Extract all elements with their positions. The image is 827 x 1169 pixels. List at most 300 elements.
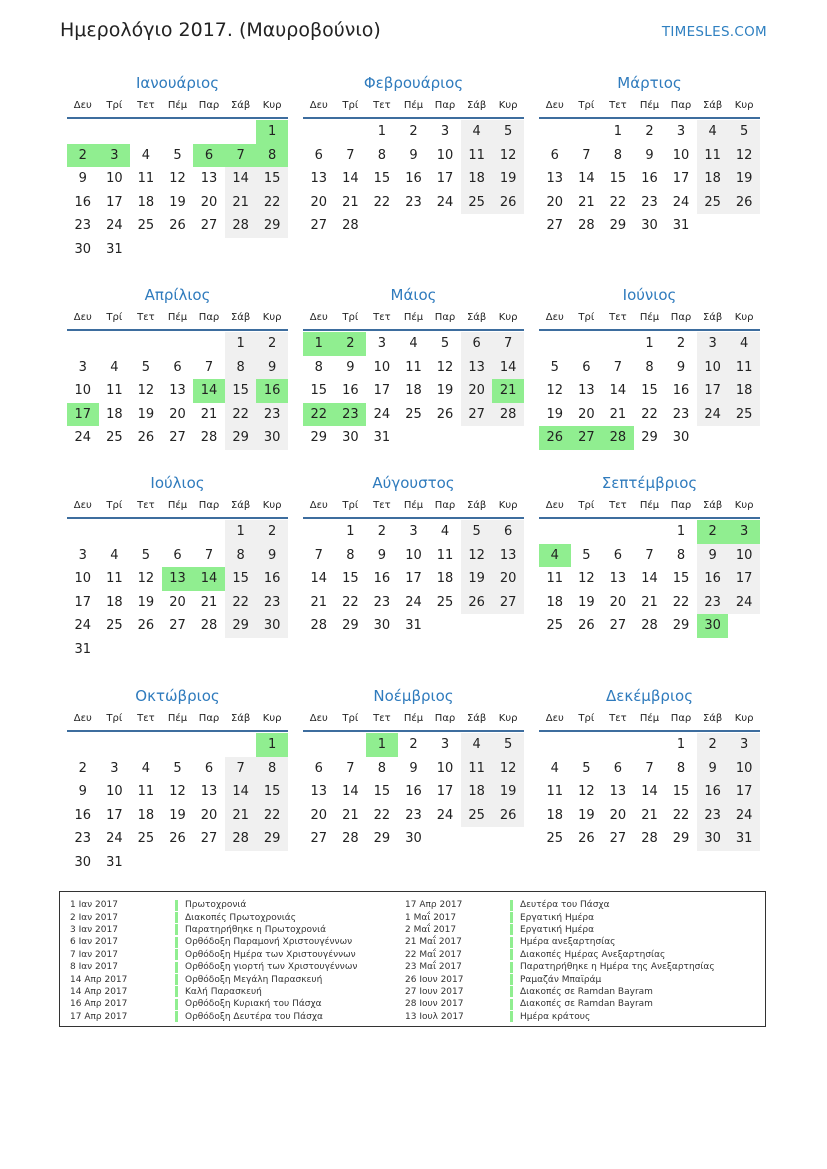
day-cell: 3 [728, 520, 760, 544]
weekday-label: Παρ [670, 312, 692, 323]
day-cell: 10 [373, 359, 391, 375]
day-cell: 25 [546, 618, 564, 634]
day-cell: 29 [225, 614, 257, 638]
legend-item [70, 998, 357, 1010]
day-cell: 12 [461, 544, 493, 568]
day-cell: 17 [67, 403, 99, 427]
day-cell: 10 [106, 171, 123, 187]
day-cell: 24 [728, 804, 760, 828]
weekday-label: Σάβ [466, 312, 487, 323]
day-cell: 4 [409, 336, 418, 351]
day-cell: 24 [74, 618, 92, 634]
day-cell: 1 [346, 524, 355, 539]
holiday-date: 21 Μαΐ 2017 [405, 937, 462, 948]
day-cell: 24 [728, 591, 760, 615]
day-cell: 4 [461, 120, 493, 144]
month-block [539, 685, 760, 874]
weekday-label: Δευ [73, 100, 92, 111]
weekday-label: Κυρ [262, 713, 282, 724]
day-cell: 3 [377, 336, 387, 351]
day-cell: 17 [436, 171, 454, 187]
legend-item [70, 911, 357, 923]
legend-color-bar [510, 937, 513, 948]
day-cell: 25 [728, 403, 760, 427]
day-cell: 3 [676, 124, 686, 139]
day-cell: 23 [335, 403, 367, 427]
day-cell: 20 [546, 194, 564, 210]
weekday-label: Δευ [309, 100, 328, 111]
day-cell: 21 [200, 406, 218, 422]
month-block [67, 284, 288, 473]
day-cell: 18 [106, 594, 123, 610]
weekday-label: Κυρ [498, 312, 518, 323]
day-cell: 14 [342, 784, 359, 800]
weekday-label: Σάβ [702, 312, 723, 323]
weekday-label: Τετ [609, 312, 627, 323]
day-cell: 21 [609, 406, 627, 422]
legend-color-bar [175, 1011, 178, 1022]
weekday-label: Παρ [198, 100, 220, 111]
legend-color-bar [510, 912, 513, 923]
day-cell: 22 [672, 594, 690, 610]
month-name: Ιούλιος [150, 474, 205, 492]
day-cell: 10 [672, 147, 690, 163]
day-cell: 10 [74, 571, 92, 587]
day-cell: 22 [641, 406, 658, 422]
day-cell: 27 [609, 618, 627, 634]
day-cell: 16 [74, 194, 92, 210]
day-cell: 11 [461, 144, 493, 168]
weekday-label: Πέμ [403, 312, 424, 323]
day-cell: 1 [225, 332, 257, 356]
day-cell: 4 [550, 760, 559, 776]
day-cell: 24 [106, 831, 123, 847]
day-cell: 20 [200, 194, 218, 210]
day-cell: 23 [641, 194, 658, 210]
weekday-label: Τρί [342, 312, 359, 323]
day-cell: 30 [697, 827, 729, 851]
day-cell: 10 [106, 784, 123, 800]
day-cell: 4 [141, 760, 151, 776]
day-cell: 2 [67, 144, 99, 168]
day-cell: 15 [373, 171, 391, 187]
day-cell: 1 [366, 733, 398, 757]
month-name: Αύγουστος [372, 474, 455, 492]
day-cell: 5 [461, 520, 493, 544]
weekday-label: Κυρ [734, 100, 754, 111]
day-cell: 13 [546, 171, 564, 187]
weekday-header [539, 307, 760, 331]
day-cell: 21 [200, 594, 218, 610]
day-cell: 19 [461, 567, 493, 591]
day-cell: 17 [672, 171, 690, 187]
weekday-header [303, 95, 524, 119]
day-cell: 17 [697, 379, 729, 403]
site-link[interactable]: TIMESLES.COM [661, 24, 767, 40]
day-cell: 21 [578, 194, 595, 210]
holiday-name: Διακοπές σε Ramdan Bayram [520, 986, 653, 997]
weekday-header [67, 307, 288, 331]
weekday-label: Παρ [434, 312, 456, 323]
legend-item [70, 1011, 357, 1023]
day-cell: 30 [74, 855, 92, 870]
month-name: Μάρτιος [617, 74, 682, 92]
holiday-date: 14 Απρ 2017 [70, 986, 128, 997]
weekday-label: Παρ [198, 713, 220, 724]
day-cell: 4 [697, 120, 729, 144]
day-cell: 5 [141, 359, 151, 375]
day-cell: 25 [436, 594, 454, 610]
day-cell: 18 [436, 571, 454, 587]
day-cell: 5 [173, 147, 182, 163]
day-cell: 21 [641, 807, 658, 823]
day-cell: 7 [314, 547, 323, 563]
day-cell: 26 [169, 218, 186, 234]
day-cell: 25 [697, 191, 729, 215]
day-cell: 13 [200, 171, 218, 187]
day-cell: 29 [373, 831, 391, 847]
day-cell: 18 [461, 780, 493, 804]
weekday-label: Πέμ [403, 500, 424, 511]
day-cell: 12 [728, 144, 760, 168]
month-name: Σεπτέμβριος [601, 474, 698, 492]
day-cell: 23 [256, 591, 288, 615]
day-grid [303, 519, 524, 661]
day-cell: 25 [106, 430, 123, 446]
day-cell: 3 [728, 733, 760, 757]
weekday-label: Τρί [106, 312, 123, 323]
legend-color-bar [510, 900, 513, 911]
day-cell: 21 [492, 379, 524, 403]
month-block [67, 685, 288, 874]
day-cell: 13 [200, 784, 218, 800]
day-cell: 30 [342, 430, 359, 446]
day-cell: 27 [310, 831, 328, 847]
day-cell: 22 [373, 807, 391, 823]
weekday-label: Τρί [578, 312, 595, 323]
day-cell: 10 [697, 356, 729, 380]
weekday-label: Πέμ [167, 500, 188, 511]
day-cell: 4 [141, 147, 151, 163]
day-cell: 31 [74, 642, 92, 657]
day-cell: 7 [225, 144, 257, 168]
weekday-label: Πέμ [403, 100, 424, 111]
day-cell: 5 [550, 359, 559, 375]
weekday-label: Παρ [434, 713, 456, 724]
legend-item [405, 899, 715, 911]
weekday-label: Δευ [73, 500, 92, 511]
day-cell: 19 [169, 807, 186, 823]
day-cell: 1 [256, 733, 288, 757]
holiday-date: 17 Απρ 2017 [70, 1011, 128, 1022]
day-cell: 3 [110, 760, 119, 776]
day-cell: 17 [436, 784, 454, 800]
day-cell: 12 [578, 784, 595, 800]
day-cell: 29 [256, 827, 288, 851]
weekday-label: Τετ [137, 500, 155, 511]
day-cell: 26 [578, 618, 595, 634]
weekday-label: Κυρ [734, 312, 754, 323]
day-cell: 1 [613, 124, 623, 139]
weekday-label: Σάβ [230, 100, 251, 111]
day-cell: 27 [609, 831, 627, 847]
holiday-name: Ημέρα ανεξαρτησίας [520, 937, 616, 948]
day-cell: 14 [310, 571, 328, 587]
day-cell: 13 [492, 544, 524, 568]
day-cell: 16 [256, 567, 288, 591]
day-cell: 6 [173, 359, 182, 375]
day-cell: 8 [346, 547, 355, 563]
day-cell: 18 [137, 194, 155, 210]
day-cell: 2 [409, 737, 418, 752]
day-cell: 6 [613, 760, 623, 776]
day-cell: 13 [310, 784, 328, 800]
day-cell: 14 [641, 784, 658, 800]
month-block [67, 72, 288, 261]
day-cell: 8 [613, 147, 623, 163]
month-block [67, 472, 288, 661]
day-cell: 17 [728, 780, 760, 804]
day-grid [67, 331, 288, 473]
day-cell: 15 [342, 571, 359, 587]
day-cell: 16 [641, 171, 658, 187]
weekday-label: Δευ [309, 713, 328, 724]
holiday-date: 13 Ιουλ 2017 [405, 1011, 464, 1022]
holiday-name: Πρωτοχρονιά [185, 900, 247, 911]
holiday-date: 1 Μαΐ 2017 [405, 912, 457, 923]
weekday-label: Παρ [198, 500, 220, 511]
day-cell: 9 [78, 784, 87, 800]
day-cell: 1 [256, 120, 288, 144]
day-cell: 30 [256, 426, 288, 450]
day-cell: 9 [256, 356, 288, 380]
day-cell: 9 [409, 760, 418, 776]
day-cell: 20 [169, 594, 186, 610]
day-cell: 22 [609, 194, 627, 210]
day-cell: 28 [342, 831, 359, 847]
legend-item [70, 961, 357, 973]
day-cell: 22 [225, 403, 257, 427]
holiday-date: 16 Απρ 2017 [70, 999, 128, 1010]
holiday-date: 26 Ιουν 2017 [405, 974, 464, 985]
holiday-name: Ορθόδοξη Μεγάλη Παρασκευή [185, 974, 323, 985]
weekday-label: Κυρ [734, 500, 754, 511]
weekday-label: Τετ [609, 500, 627, 511]
day-cell: 10 [405, 547, 422, 563]
holiday-name: Δευτέρα του Πάσχα [520, 900, 610, 911]
day-cell: 8 [676, 547, 686, 563]
day-cell: 9 [346, 359, 355, 375]
day-cell: 2 [409, 124, 418, 139]
weekday-label: Πέμ [167, 312, 188, 323]
weekday-label: Πέμ [403, 713, 424, 724]
legend-color-bar [175, 900, 178, 911]
weekday-label: Πέμ [167, 100, 188, 111]
day-cell: 2 [335, 332, 367, 356]
day-cell: 3 [99, 144, 131, 168]
day-cell: 19 [436, 383, 454, 399]
day-cell: 30 [373, 618, 391, 634]
day-cell: 2 [377, 524, 387, 539]
day-cell: 3 [78, 547, 87, 563]
day-cell: 2 [256, 332, 288, 356]
day-cell: 17 [106, 807, 123, 823]
month-block [303, 284, 524, 473]
day-cell: 18 [461, 167, 493, 191]
day-cell: 19 [728, 167, 760, 191]
day-cell: 31 [672, 218, 690, 234]
holiday-date: 7 Ιαν 2017 [70, 949, 118, 960]
weekday-label: Κυρ [498, 500, 518, 511]
weekday-label: Κυρ [498, 713, 518, 724]
day-cell: 17 [373, 383, 391, 399]
day-cell: 8 [256, 144, 288, 168]
day-cell: 29 [310, 430, 328, 446]
holiday-date: 8 Ιαν 2017 [70, 962, 118, 973]
weekday-label: Σάβ [702, 500, 723, 511]
day-cell: 18 [137, 807, 155, 823]
day-cell: 19 [492, 167, 524, 191]
day-cell: 2 [645, 124, 654, 139]
day-cell: 1 [676, 737, 686, 752]
day-cell: 15 [672, 571, 690, 587]
month-block [303, 472, 524, 661]
day-cell: 6 [492, 520, 524, 544]
day-cell: 12 [492, 757, 524, 781]
day-cell: 9 [78, 171, 87, 187]
holiday-date: 28 Ιουν 2017 [405, 999, 464, 1010]
weekday-header [303, 307, 524, 331]
legend-item [405, 986, 715, 998]
day-cell: 15 [672, 784, 690, 800]
day-cell: 20 [609, 594, 627, 610]
day-cell: 1 [377, 124, 387, 139]
holiday-name: Ημέρα κράτους [520, 1011, 591, 1022]
weekday-label: Κυρ [262, 500, 282, 511]
holiday-date: 14 Απρ 2017 [70, 974, 128, 985]
day-cell: 21 [342, 194, 359, 210]
day-cell: 28 [492, 403, 524, 427]
weekday-label: Σάβ [702, 100, 723, 111]
day-cell: 8 [314, 359, 323, 375]
weekday-header [539, 708, 760, 732]
day-grid [539, 732, 760, 874]
day-cell: 2 [78, 760, 87, 776]
day-cell: 27 [169, 430, 186, 446]
day-cell: 8 [256, 757, 288, 781]
month-name: Ιούνιος [622, 286, 677, 304]
weekday-label: Παρ [670, 500, 692, 511]
legend-color-bar [175, 962, 178, 973]
legend-item [405, 998, 715, 1010]
day-cell: 20 [578, 406, 595, 422]
day-cell: 19 [137, 594, 155, 610]
day-grid [539, 519, 760, 661]
day-cell: 6 [173, 547, 182, 563]
day-cell: 6 [550, 147, 559, 163]
day-cell: 3 [78, 359, 87, 375]
holiday-name: Ορθόδοξη γιορτή των Χριστουγέννων [185, 962, 358, 973]
month-block [539, 472, 760, 661]
day-cell: 9 [377, 547, 387, 563]
legend-color-bar [510, 986, 513, 997]
day-cell: 7 [346, 760, 355, 776]
legend-color-bar [175, 949, 178, 960]
day-cell: 2 [697, 733, 729, 757]
day-cell: 21 [342, 807, 359, 823]
day-cell: 7 [204, 359, 214, 375]
holiday-name: Εργατική Ημέρα [520, 912, 594, 923]
day-cell: 2 [256, 520, 288, 544]
day-cell: 7 [204, 547, 214, 563]
day-cell: 22 [373, 194, 391, 210]
weekday-label: Πέμ [639, 312, 660, 323]
day-cell: 16 [342, 383, 359, 399]
day-cell: 17 [106, 194, 123, 210]
day-grid [67, 732, 288, 874]
day-cell: 19 [546, 406, 564, 422]
day-cell: 30 [405, 831, 422, 847]
day-cell: 13 [169, 383, 186, 399]
holiday-date: 23 Μαΐ 2017 [405, 962, 462, 973]
day-cell: 31 [106, 242, 123, 257]
day-cell: 21 [225, 191, 257, 215]
day-cell: 9 [697, 544, 729, 568]
weekday-label: Τρί [578, 500, 595, 511]
day-cell: 16 [373, 571, 391, 587]
legend-item [70, 936, 357, 948]
weekday-label: Τετ [373, 100, 391, 111]
month-name: Φεβρουάριος [363, 74, 464, 92]
day-cell: 25 [461, 804, 493, 828]
day-cell: 8 [676, 760, 686, 776]
weekday-label: Τετ [373, 312, 391, 323]
day-cell: 14 [193, 567, 225, 591]
day-cell: 28 [225, 827, 257, 851]
day-grid [67, 119, 288, 261]
day-cell: 9 [409, 147, 418, 163]
day-cell: 6 [461, 332, 493, 356]
day-cell: 20 [461, 379, 493, 403]
day-cell: 20 [310, 807, 328, 823]
day-cell: 21 [641, 594, 658, 610]
weekday-label: Τρί [342, 100, 359, 111]
day-cell: 14 [342, 171, 359, 187]
day-cell: 10 [728, 757, 760, 781]
day-cell: 13 [609, 571, 627, 587]
day-cell: 9 [697, 757, 729, 781]
day-cell: 7 [645, 547, 654, 563]
month-name: Νοέμβριος [373, 687, 454, 705]
day-cell: 26 [169, 831, 186, 847]
day-cell: 10 [436, 760, 454, 776]
day-cell: 27 [546, 218, 564, 234]
weekday-label: Τρί [106, 713, 123, 724]
day-cell: 25 [137, 831, 155, 847]
legend-color-bar [510, 999, 513, 1010]
day-cell: 4 [461, 733, 493, 757]
holiday-name: Διακοπές Πρωτοχρονιάς [185, 912, 297, 923]
day-cell: 16 [697, 780, 729, 804]
day-cell: 28 [641, 831, 658, 847]
day-cell: 15 [256, 167, 288, 191]
weekday-label: Δευ [545, 713, 564, 724]
holiday-date: 3 Ιαν 2017 [70, 924, 118, 935]
day-cell: 22 [256, 804, 288, 828]
day-cell: 13 [609, 784, 627, 800]
day-cell: 13 [310, 171, 328, 187]
weekday-label: Κυρ [262, 100, 282, 111]
